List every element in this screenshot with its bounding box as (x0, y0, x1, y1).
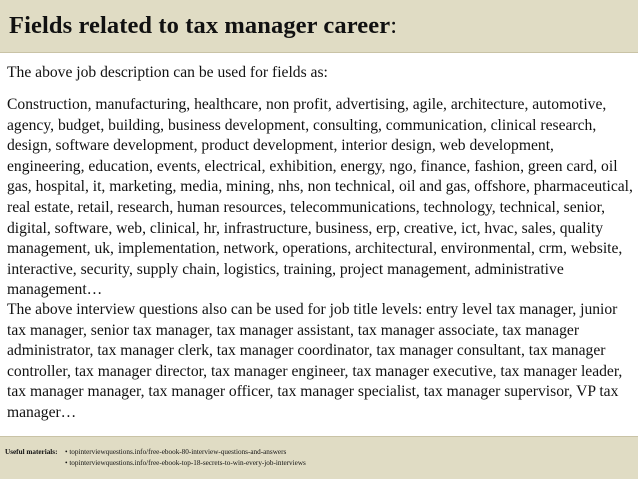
footer-row (5, 447, 286, 458)
page-title (9, 12, 397, 40)
footer (0, 436, 638, 479)
page-title-colon: : (390, 12, 398, 39)
fields-paragraph: Construction, manufacturing, healthcare, non profit, advertising, agile, architecture, automotive, agency, budget, building, business development, consulting, communication, clinical research, design, software development, product development, interior design, web development, engineering, education, events, electrical, exhibition, energy, ngo, finance, fashion, green card, oil gas, hospital, it, marketing, media, mining, nhs, non technical, oil and gas, offshore, pharmaceutical, real estate, retail, research, human resources, telecommunications, technology, technical, senior, digital, software, web, clinical, hr, infrastructure, business, erp, creative, ict, hvac, sales, quality management, uk, implementation, network, operations, architectural, environmental, crm, website, interactive, security, supply chain, logistics, training, project management, administrative management… (7, 96, 633, 299)
footer-row (5, 458, 306, 469)
useful-materials-label: Useful materials: (5, 448, 58, 456)
ebook-18-secrets-link[interactable]: • topinterviewquestions.info/free-ebook-top-18-secrets-to-win-every-job-interviews (65, 459, 306, 467)
job-levels-paragraph: The above interview questions also can be used for job title levels: entry level tax manager, junior tax manager, senior tax manager, tax manager assistant, tax manager associate, tax manager administrator, tax manager clerk, tax manager coordinator, tax manager consultant, tax manager controller, tax manager director, tax manager engineer, tax manager executive, tax manager leader, tax manager manager, tax manager officer, tax manager specialist, tax manager supervisor, VP tax manager… (7, 301, 623, 421)
intro-text: The above job description can be used for fields as: (7, 64, 328, 81)
ebook-80-questions-link[interactable]: • topinterviewquestions.info/free-ebook-80-interview-questions-and-answers (65, 448, 287, 456)
title-bar (0, 0, 638, 53)
page-title-text: Fields related to tax manager career (9, 12, 391, 39)
